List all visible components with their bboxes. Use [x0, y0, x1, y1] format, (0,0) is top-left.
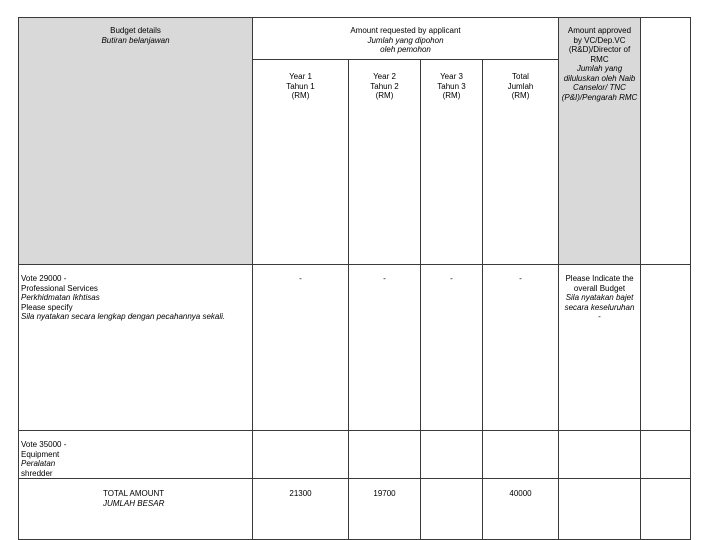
approved-line-4: RMC [590, 54, 609, 64]
year-2-label-ms: Tahun 2 [370, 81, 399, 91]
approved-ms-line-1: Jumlah yang [576, 64, 623, 73]
year-3-label-ms: Tahun 3 [437, 81, 466, 91]
vote-35000-line-2: Equipment [21, 449, 60, 459]
year-1-header [253, 60, 349, 265]
approved-ms-line-4: (P&I)/Pengarah RMC [561, 92, 638, 102]
vote-35000-line-ms: Peralatan [21, 459, 56, 468]
vote-35000-extra [641, 431, 691, 479]
amount-requested-label: Amount requested by applicant [350, 26, 461, 35]
budget-details-label-ms: Butiran belanjawan [101, 35, 170, 45]
vote-29000-year-2: - [349, 265, 421, 431]
vote-29000-approved-line-1: Please Indicate the [565, 274, 634, 283]
total-year-1: 21300 [253, 479, 349, 540]
total-label-ms: Jumlah [507, 81, 534, 91]
vote-29000-approved [559, 265, 641, 431]
vote-35000-year-3 [421, 431, 483, 479]
approved-line-3: (R&D)/Director of [568, 45, 631, 54]
vote-35000-cell [19, 431, 253, 479]
vote-35000-line-1: Vote 35000 - [21, 440, 67, 449]
total-amount-cell [19, 479, 253, 540]
year-1-label: Year 1 [289, 72, 312, 81]
year-3-unit: (RM) [442, 91, 461, 100]
vote-29000-approved-line-2: overall Budget [573, 283, 626, 293]
vote-35000-year-2 [349, 431, 421, 479]
vote-35000-year-1 [253, 431, 349, 479]
vote-29000-approved-ms-2: secara keseluruhan [564, 302, 635, 312]
amount-approved-header [559, 18, 641, 265]
extra-column-header [641, 18, 691, 265]
approved-line-2: by VC/Dep.VC [573, 35, 626, 45]
budget-table [18, 17, 691, 540]
year-1-label-ms: Tahun 1 [286, 81, 315, 91]
vote-29000-cell [19, 265, 253, 431]
total-year-3 [421, 479, 483, 540]
total-extra [641, 479, 691, 540]
year-2-unit: (RM) [375, 91, 394, 100]
vote-29000-total: - [483, 265, 559, 431]
vote-29000-approved-dash: - [598, 312, 601, 321]
vote-29000-line-1: Vote 29000 - [21, 274, 67, 283]
total-approved [559, 479, 641, 540]
vote-35000-item: shredder [21, 468, 53, 478]
vote-29000-specify: Please specify [21, 302, 73, 312]
total-year-2: 19700 [349, 479, 421, 540]
vote-29000-year-3: - [421, 265, 483, 431]
amount-requested-label-ms-1: Jumlah yang dipohon [367, 35, 444, 45]
vote-29000-extra [641, 265, 691, 431]
year-3-header [421, 60, 483, 265]
vote-35000-approved [559, 431, 641, 479]
vote-35000-total [483, 431, 559, 479]
budget-details-header [19, 18, 253, 265]
total-amount-label-ms: JUMLAH BESAR [103, 498, 165, 508]
budget-details-label: Budget details [110, 26, 161, 35]
vote-29000-specify-ms: Sila nyatakan secara lengkap dengan pecahannya sekali. [21, 312, 226, 321]
vote-29000-line-2: Professional Services [21, 283, 98, 293]
amount-requested-header [253, 18, 559, 60]
total-header [483, 60, 559, 265]
vote-29000-line-ms: Perkhidmatan Ikhtisas [21, 293, 100, 302]
approved-line-1: Amount approved [567, 26, 632, 35]
total-amount-label: TOTAL AMOUNT [103, 489, 165, 498]
total-sum: 40000 [483, 479, 559, 540]
approved-ms-line-3: Canselor/ TNC [573, 83, 626, 92]
year-2-header [349, 60, 421, 265]
approved-ms-line-2: diluluskan oleh Naib [563, 73, 636, 83]
vote-29000-approved-ms-1: Sila nyatakan bajet [565, 293, 634, 302]
vote-29000-year-1: - [253, 265, 349, 431]
year-2-label: Year 2 [373, 72, 396, 81]
amount-requested-label-ms-2: oleh pemohon [380, 45, 431, 54]
year-1-unit: (RM) [291, 91, 310, 100]
year-3-label: Year 3 [440, 72, 463, 81]
total-label: Total [512, 72, 529, 81]
total-unit: (RM) [511, 91, 530, 100]
